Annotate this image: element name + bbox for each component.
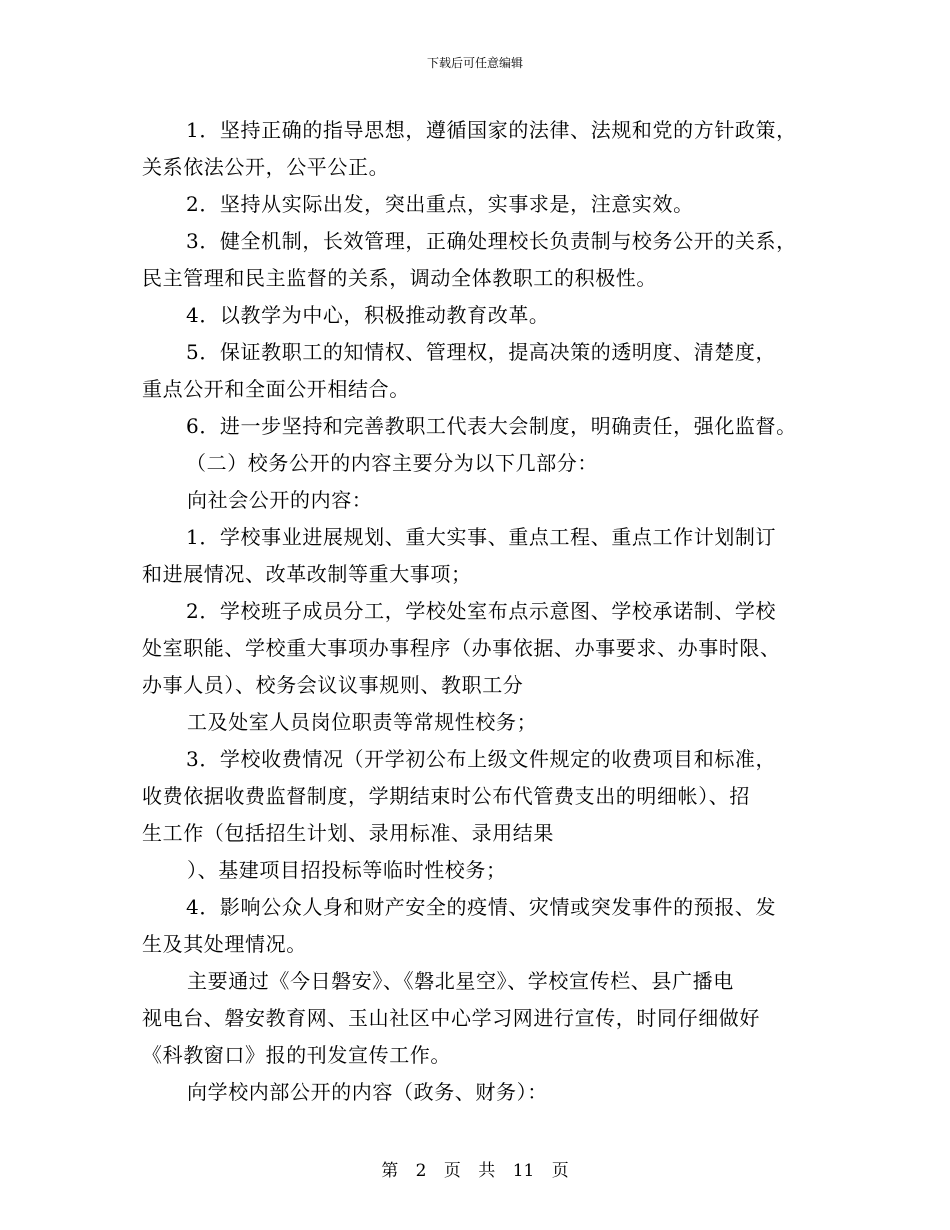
section-heading: （二）校务公开的内容主要分为以下几部分： (186, 451, 598, 475)
paragraph-line: 2．学校班子成员分工，学校处室布点示意图、学校承诺制、学校 (186, 599, 777, 623)
paragraph-line: 4．影响公众人身和财产安全的疫情、灾情或突发事件的预报、发 (186, 895, 777, 919)
subsection-heading: 向社会公开的内容： (187, 488, 373, 512)
total-pages: 11 (512, 1161, 535, 1181)
paragraph-line: 4．以教学为中心，积极推动教育改革。 (186, 303, 550, 327)
page-header: 下载后可任意编辑 (426, 56, 523, 70)
subsection-heading: 向学校内部公开的内容（政务、财务）： (187, 1080, 548, 1104)
paragraph-line: 工及处室人员岗位职责等常规性校务； (187, 710, 538, 734)
paragraph-line: 处室职能、学校重大事项办事程序（办事依据、办事要求、办事时限、 (142, 636, 781, 660)
paragraph-line: ）、基建项目招投标等临时性校务； (187, 858, 507, 882)
page-number: 2 (415, 1161, 427, 1181)
paragraph-line: 视电台、磐安教育网、玉山社区中心学习网进行宣传，时同仔细做好 (142, 1006, 760, 1030)
total-label-unit: 页 (551, 1161, 569, 1181)
paragraph-line: 民主管理和民主监督的关系，调动全体教职工的积极性。 (142, 266, 657, 290)
paragraph-line: 《科教窗口》报的刊发宣传工作。 (142, 1043, 451, 1067)
paragraph-line: 生工作（包括招生计划、录用标准、录用结果 (142, 821, 554, 845)
page-label-unit: 页 (443, 1161, 461, 1181)
paragraph-line: 生及其处理情况。 (142, 932, 307, 956)
paragraph-line: 1．学校事业进展规划、重大实事、重点工程、重点工作计划制订 (186, 525, 777, 549)
paragraph-line: 主要通过《今日磐安》、《磐北星空》、学校宣传栏、县广播电 (187, 969, 734, 993)
paragraph-line: 办事人员）、校务会议议事规则、教职工分 (142, 673, 524, 697)
paragraph-line: 1．坚持正确的指导思想，遵循国家的法律、法规和党的方针政策， (186, 118, 797, 142)
paragraph-line: 重点公开和全面公开相结合。 (142, 377, 410, 401)
page-label-prefix: 第 (381, 1161, 399, 1181)
paragraph-line: 3．健全机制，长效管理，正确处理校长负责制与校务公开的关系， (186, 229, 797, 253)
paragraph-line: 3．学校收费情况（开学初公布上级文件规定的收费项目和标准， (186, 747, 777, 771)
document-body (142, 112, 832, 1111)
paragraph-line: 和进展情况、改革改制等重大事项； (142, 562, 472, 586)
paragraph-line: 6．进一步坚持和完善教职工代表大会制度，明确责任，强化监督。 (186, 414, 797, 438)
paragraph-line: 关系依法公开，公平公正。 (142, 155, 390, 179)
paragraph-line: 2．坚持从实际出发，突出重点，实事求是，注意实效。 (186, 192, 694, 216)
total-label-prefix: 共 (478, 1161, 496, 1181)
paragraph-line: 5．保证教职工的知情权、管理权，提高决策的透明度、清楚度， (186, 340, 777, 364)
paragraph-line: 收费依据收费监督制度，学期结束时公布代管费支出的明细帐）、招 (142, 784, 750, 808)
page-footer (0, 1156, 950, 1181)
